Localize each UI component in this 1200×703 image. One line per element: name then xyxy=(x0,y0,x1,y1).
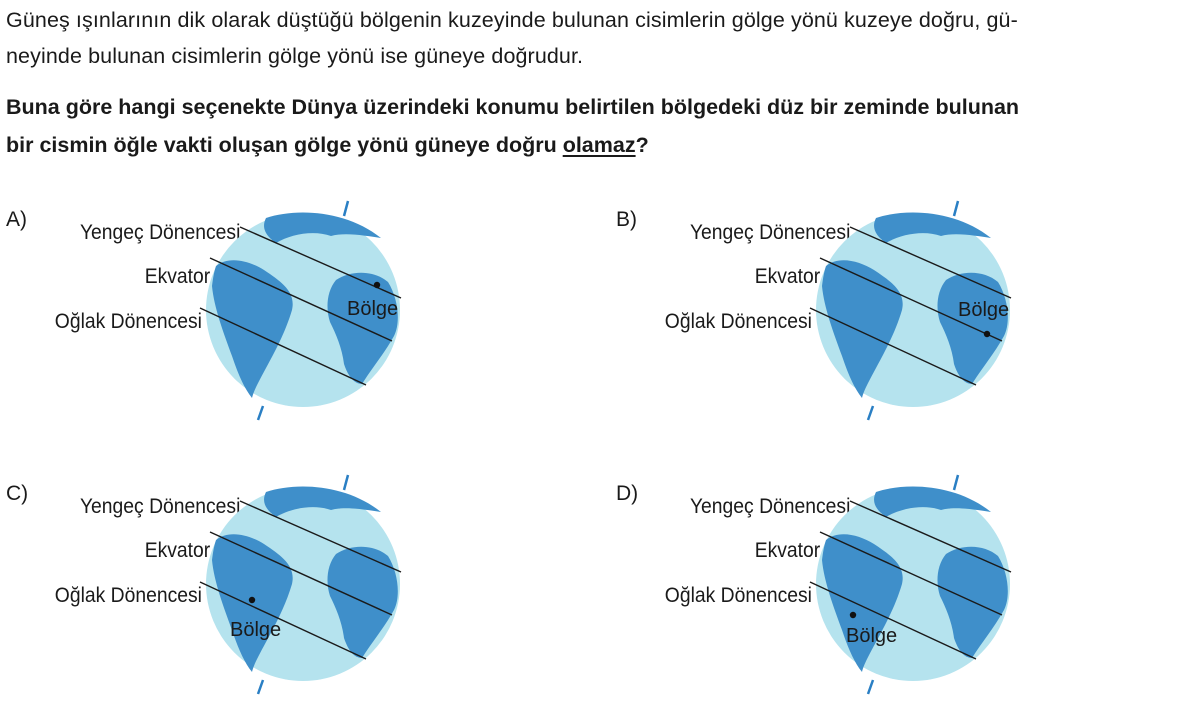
earth-axis-north xyxy=(344,475,348,490)
intro-line-1: Güneş ışınlarının dik olarak düştüğü bölgenin kuzeyinde bulunan cisimlerin gölge yönü kuzeye doğru, gü- xyxy=(6,8,1018,32)
option-d[interactable] xyxy=(616,482,1036,702)
tropic-cancer-label: Yengeç Dönencesi xyxy=(689,221,850,244)
equator-label: Ekvator xyxy=(754,265,820,288)
earth-axis-south xyxy=(868,680,873,694)
tropic-capricorn-label: Oğlak Dönencesi xyxy=(54,310,202,333)
earth-axis-north xyxy=(344,201,348,216)
question-negation-word: olamaz xyxy=(562,133,636,157)
tropic-capricorn-label: Oğlak Dönencesi xyxy=(664,310,812,333)
equator-label: Ekvator xyxy=(754,539,820,562)
region-dot xyxy=(984,331,990,337)
tropic-cancer-label: Yengeç Dönencesi xyxy=(689,495,850,518)
region-label: Bölge xyxy=(846,625,898,647)
earth-axis-south xyxy=(868,406,873,420)
option-c[interactable] xyxy=(6,482,426,702)
intro-text xyxy=(6,2,1196,74)
question-text xyxy=(6,88,1196,164)
option-letter: D) xyxy=(616,482,639,505)
region-dot xyxy=(249,597,255,603)
option-b[interactable] xyxy=(616,208,1036,428)
equator-label: Ekvator xyxy=(144,265,210,288)
globe-illustration xyxy=(196,198,426,428)
region-label: Bölge xyxy=(958,299,1010,321)
option-letter: B) xyxy=(616,208,637,231)
option-letter: A) xyxy=(6,208,27,231)
tropic-capricorn-label: Oğlak Dönencesi xyxy=(54,584,202,607)
question-line-2 xyxy=(6,126,1196,164)
earth-axis-north xyxy=(954,475,958,490)
question-line-1: Buna göre hangi seçenekte Dünya üzerindeki konumu belirtilen bölgedeki düz bir zeminde bulunan xyxy=(6,95,1020,119)
earth-axis-north xyxy=(954,201,958,216)
globe-illustration xyxy=(806,198,1036,428)
question-line-2-end: ? xyxy=(635,133,649,157)
region-dot xyxy=(850,612,856,618)
option-letter: C) xyxy=(6,482,29,505)
earth-axis-south xyxy=(258,406,263,420)
tropic-cancer-label: Yengeç Dönencesi xyxy=(79,495,240,518)
globe-illustration xyxy=(806,472,1036,702)
equator-label: Ekvator xyxy=(144,539,210,562)
intro-line-2: neyinde bulunan cisimlerin gölge yönü ise güneye doğrudur. xyxy=(6,44,584,68)
region-label: Bölge xyxy=(347,298,399,320)
earth-axis-south xyxy=(258,680,263,694)
region-dot xyxy=(374,282,380,288)
region-label: Bölge xyxy=(230,619,282,641)
question-line-2-start: bir cismin öğle vakti oluşan gölge yönü güneye doğru xyxy=(6,133,563,157)
tropic-cancer-label: Yengeç Dönencesi xyxy=(79,221,240,244)
option-a[interactable] xyxy=(6,208,426,428)
globe-illustration xyxy=(196,472,426,702)
tropic-capricorn-label: Oğlak Dönencesi xyxy=(664,584,812,607)
